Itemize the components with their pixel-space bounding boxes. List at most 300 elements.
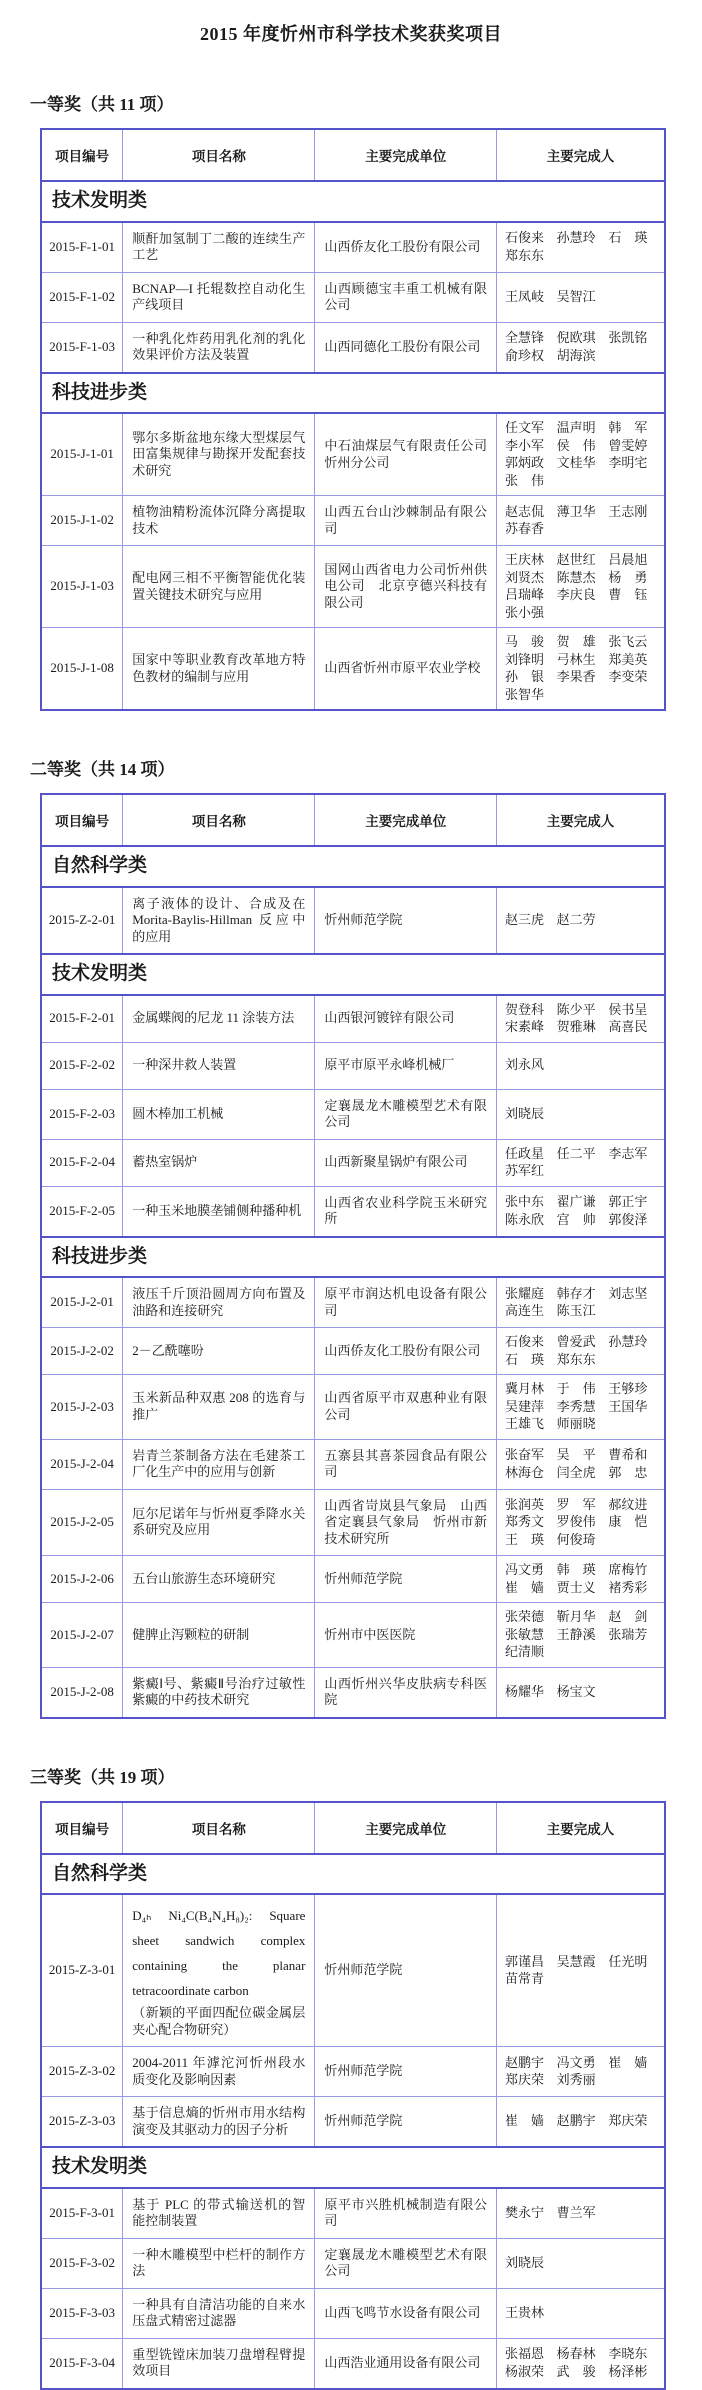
person-name: 韩 瑛 (556, 1562, 596, 1577)
table-row (41, 1277, 665, 1328)
people-list (505, 1106, 656, 1123)
project-id-cell: 2015-Z-3-01 (41, 1894, 123, 2047)
person-name: 赵世红 (556, 552, 596, 567)
table-row (41, 1489, 665, 1556)
main-unit-cell: 定襄晟龙木雕模型艺术有限公司 (315, 2238, 497, 2288)
project-name-cell: 金属蝶阀的尼龙 11 涂装方法 (123, 995, 315, 1043)
main-people-cell (497, 1042, 666, 1089)
person-name: 苗常青 (505, 1971, 545, 1986)
col-header-project-id: 项目编号 (41, 794, 123, 846)
project-id-cell: 2015-J-2-06 (41, 1556, 123, 1603)
project-name-cell: 基于信息熵的忻州市用水结构演变及其驱动力的因子分析 (123, 2097, 315, 2148)
person-name: 王国华 (608, 1398, 648, 1414)
person-name: 赵志侃 (505, 503, 545, 519)
project-id-cell: 2015-J-2-04 (41, 1439, 123, 1489)
people-list (505, 1609, 656, 1661)
project-name-cell: 基于 PLC 的带式输送机的智能控制装置 (123, 2188, 315, 2239)
person-name: 林海仓 (505, 1464, 545, 1480)
people-list (505, 2346, 656, 2380)
people-list (505, 1497, 656, 1549)
person-name: 冀月林 (505, 1381, 545, 1396)
people-list (505, 1954, 656, 1988)
person-name: 张飞云 (608, 634, 648, 649)
person-name: 王凤岐 (505, 288, 545, 304)
project-name-cell: 2004-2011 年滹沱河忻州段水质变化及影响因素 (123, 2047, 315, 2097)
people-list (505, 289, 656, 306)
person-name: 张小强 (505, 604, 545, 620)
category-label: 自然科学类 (41, 846, 665, 887)
person-name: 樊永宁 (505, 2204, 545, 2220)
project-name-cell: 顺酐加氢制丁二酸的连续生产工艺 (123, 222, 315, 273)
person-name: 纪清顺 (505, 1644, 545, 1659)
people-list (505, 1057, 656, 1074)
people-list (505, 2255, 656, 2272)
table-row (41, 887, 665, 955)
person-name: 任政星 (505, 1145, 545, 1161)
people-list (505, 2205, 656, 2222)
person-name: 孙慧玲 (556, 230, 596, 245)
col-header-main-unit: 主要完成单位 (315, 794, 497, 846)
category-row (41, 846, 665, 887)
main-people-cell (497, 2338, 666, 2389)
main-unit-cell: 忻州市中医医院 (315, 1603, 497, 1668)
person-name: 张敏慧 (505, 1626, 545, 1642)
person-name: 闫全虎 (556, 1464, 596, 1480)
person-name: 张润英 (505, 1496, 545, 1512)
person-name: 张智华 (505, 686, 545, 702)
person-name: 杨宝文 (556, 1683, 596, 1699)
person-name: 陈慧杰 (556, 569, 596, 585)
person-name: 张耀庭 (505, 1285, 545, 1301)
person-name: 张福恩 (505, 2346, 545, 2361)
person-name: 郑庆荣 (608, 2113, 648, 2129)
person-name: 罗 军 (556, 1496, 596, 1512)
project-id-cell: 2015-F-2-01 (41, 995, 123, 1043)
project-name-cell: 紫癜Ⅰ号、紫癜Ⅱ号治疗过敏性紫癜的中药技术研究 (123, 1667, 315, 1718)
project-name-cell: 鄂尔多斯盆地东缘大型煤层气田富集规律与勘探开发配套技术研究 (123, 413, 315, 496)
person-name: 石俊来 (505, 230, 545, 245)
section-heading: 三等奖（共 19 项） (30, 1767, 175, 1787)
col-header-project-id: 项目编号 (41, 129, 123, 181)
main-unit-cell: 山西省农业科学院玉米研究所 (315, 1186, 497, 1237)
person-name: 杨 勇 (608, 569, 648, 585)
person-name: 张荣德 (505, 1609, 545, 1624)
person-name: 孙 银 (505, 669, 545, 684)
col-header-project-name: 项目名称 (123, 129, 315, 181)
person-name: 王庆林 (505, 552, 545, 567)
project-name-cell: 厄尔尼诺年与忻州夏季降水关系研究及应用 (123, 1489, 315, 1556)
person-name: 崔 嫱 (505, 2113, 545, 2129)
project-id-cell: 2015-J-2-07 (41, 1603, 123, 1668)
people-list (505, 2055, 656, 2089)
person-name: 王雄飞 (505, 1416, 545, 1431)
table-row (41, 2097, 665, 2148)
person-name: 任二平 (556, 1145, 596, 1161)
project-id-cell: 2015-Z-2-01 (41, 887, 123, 955)
person-name: 宋素峰 (505, 1019, 545, 1034)
table-row (41, 628, 665, 711)
category-row (41, 954, 665, 995)
person-name: 褚秀彩 (608, 1579, 648, 1595)
main-people-cell (497, 1375, 666, 1440)
person-name: 韩 军 (608, 420, 648, 435)
person-name: 赵鹏宇 (505, 2054, 545, 2070)
main-people-cell (497, 2238, 666, 2288)
main-unit-cell: 原平市润达机电设备有限公司 (315, 1277, 497, 1328)
person-name: 罗俊伟 (556, 1514, 596, 1529)
person-name: 郭 忠 (608, 1464, 648, 1480)
people-list (505, 230, 656, 264)
category-row (41, 1854, 665, 1895)
person-name: 刘晓辰 (505, 1105, 545, 1121)
person-name: 倪欧琪 (556, 330, 596, 345)
person-name: 曾爱武 (556, 1334, 596, 1349)
main-unit-cell: 山西顾德宝丰重工机械有限公司 (315, 272, 497, 322)
person-name: 王 瑛 (505, 1531, 545, 1547)
person-name: 刘锋明 (505, 651, 545, 667)
person-name: 李小军 (505, 437, 545, 453)
people-list (505, 552, 656, 621)
person-name: 吴 平 (556, 1447, 596, 1462)
project-name-cell: 一种深井救人装置 (123, 1042, 315, 1089)
person-name: 杨春林 (556, 2346, 596, 2361)
person-name: 贺登科 (505, 1001, 545, 1017)
award-table (40, 793, 666, 1719)
project-name-cell: 五台山旅游生态环境研究 (123, 1556, 315, 1603)
main-people-cell (497, 1089, 666, 1139)
project-id-cell: 2015-F-3-04 (41, 2338, 123, 2389)
main-unit-cell: 忻州师范学院 (315, 2097, 497, 2148)
project-name-cell: 一种具有自清洁功能的自来水压盘式精密过滤器 (123, 2288, 315, 2338)
main-unit-cell: 山西浩业通用设备有限公司 (315, 2338, 497, 2389)
project-id-cell: 2015-Z-3-03 (41, 2097, 123, 2148)
main-people-cell (497, 222, 666, 273)
category-row (41, 2147, 665, 2188)
person-name: 胡海滨 (556, 347, 596, 363)
person-name: 温声明 (556, 420, 596, 435)
main-unit-cell: 忻州师范学院 (315, 1894, 497, 2047)
people-list (505, 420, 656, 489)
project-name-cell: 离子液体的设计、合成及在 Morita-Baylis-Hillman 反应中的应用 (123, 887, 315, 955)
person-name: 赵鹏宇 (556, 2113, 596, 2129)
project-id-cell: 2015-J-2-08 (41, 1667, 123, 1718)
person-name: 曾雯婷 (608, 437, 648, 453)
project-name-english: D₄ₕ Ni₄C(B₄N₄H₈)₂: Square sheet sandwich complex containing the planar tetracoordinate carbon (132, 1908, 306, 1998)
category-label: 自然科学类 (41, 1854, 665, 1895)
people-list (505, 1002, 656, 1036)
main-people-cell (497, 546, 666, 628)
person-name: 任光明 (608, 1953, 648, 1969)
main-people-cell (497, 496, 666, 546)
main-unit-cell: 山西侨友化工股份有限公司 (315, 1328, 497, 1375)
main-unit-cell: 山西省岢岚县气象局 山西省定襄县气象局 忻州市新技术研究所 (315, 1489, 497, 1556)
person-name: 宫 帅 (556, 1211, 596, 1227)
award-sections (0, 90, 702, 2390)
person-name: 高喜民 (608, 1019, 648, 1034)
person-name: 李志军 (608, 1145, 648, 1161)
person-name: 杨耀华 (505, 1683, 545, 1699)
main-people-cell (497, 1894, 666, 2047)
project-id-cell: 2015-F-3-02 (41, 2238, 123, 2288)
main-people-cell (497, 1667, 666, 1718)
main-people-cell (497, 2188, 666, 2239)
project-name-cell: 2－乙酰噻吩 (123, 1328, 315, 1375)
project-name-cell: 一种木雕模型中栏杆的制作方法 (123, 2238, 315, 2288)
project-id-cell: 2015-J-1-03 (41, 546, 123, 628)
person-name: 靳月华 (556, 1609, 596, 1624)
col-header-main-unit: 主要完成单位 (315, 1802, 497, 1854)
table-row (41, 995, 665, 1043)
main-unit-cell: 国网山西省电力公司忻州供电公司 北京亨德兴科技有限公司 (315, 546, 497, 628)
person-name: 崔 嫱 (505, 1579, 545, 1595)
main-unit-cell: 山西忻州兴华皮肤病专科医院 (315, 1667, 497, 1718)
main-unit-cell: 忻州师范学院 (315, 2047, 497, 2097)
category-row (41, 1237, 665, 1278)
category-label: 技术发明类 (41, 181, 665, 222)
person-name: 赵三虎 (505, 912, 545, 927)
table-row (41, 1439, 665, 1489)
person-name: 李庆良 (556, 587, 596, 602)
col-header-project-name: 项目名称 (123, 1802, 315, 1854)
person-name: 崔 嫱 (608, 2054, 648, 2070)
project-name-cell: 蓄热室锅炉 (123, 1139, 315, 1186)
category-label: 科技进步类 (41, 373, 665, 414)
project-id-cell: 2015-J-2-01 (41, 1277, 123, 1328)
person-name: 韩存才 (556, 1285, 596, 1301)
category-row (41, 181, 665, 222)
person-name: 武 骏 (556, 2363, 596, 2379)
person-name: 贾士义 (556, 1579, 596, 1595)
person-name: 王志刚 (608, 503, 648, 519)
category-label: 技术发明类 (41, 954, 665, 995)
person-name: 郭谨昌 (505, 1953, 545, 1969)
project-id-cell: 2015-F-2-05 (41, 1186, 123, 1237)
project-name-cell: 圆木棒加工机械 (123, 1089, 315, 1139)
project-name-cell: 一种玉米地膜垄铺侧种播种机 (123, 1186, 315, 1237)
project-id-cell: 2015-F-1-02 (41, 272, 123, 322)
person-name: 马 骏 (505, 634, 545, 649)
person-name: 郑东东 (505, 247, 545, 263)
person-name: 刘永风 (505, 1057, 545, 1073)
people-list (505, 1286, 656, 1320)
col-header-main-people: 主要完成人 (497, 129, 666, 181)
page-title: 2015 年度忻州市科学技术奖获奖项目 (200, 24, 502, 44)
person-name: 李秀慧 (556, 1398, 596, 1414)
person-name: 张奋军 (505, 1447, 545, 1462)
person-name: 赵二劳 (556, 912, 596, 927)
header-row (41, 794, 665, 846)
person-name: 郑秀文 (505, 1514, 545, 1529)
person-name: 贺雅琳 (556, 1019, 596, 1034)
project-id-cell: 2015-F-1-01 (41, 222, 123, 273)
people-list (505, 1447, 656, 1481)
header-row (41, 1802, 665, 1854)
main-people-cell (497, 1328, 666, 1375)
person-name: 冯文勇 (505, 1562, 545, 1577)
person-name: 杨淑荣 (505, 2363, 545, 2379)
person-name: 陈永欣 (505, 1211, 545, 1227)
person-name: 郭正宇 (608, 1194, 648, 1209)
person-name: 吕晨旭 (608, 552, 648, 567)
people-list (505, 1334, 656, 1368)
table-row (41, 1375, 665, 1440)
person-name: 郑美英 (608, 651, 648, 667)
col-header-main-unit: 主要完成单位 (315, 129, 497, 181)
people-list (505, 330, 656, 364)
project-id-cell: 2015-F-2-02 (41, 1042, 123, 1089)
table-row (41, 322, 665, 373)
person-name: 石俊来 (505, 1334, 545, 1349)
table-row (41, 2288, 665, 2338)
project-name-cell: BCNAP—I 托辊数控自动化生产线项目 (123, 272, 315, 322)
person-name: 侯 伟 (556, 437, 596, 453)
table-row (41, 2238, 665, 2288)
table-row (41, 1667, 665, 1718)
people-list (505, 1562, 656, 1596)
person-name: 吴慧霞 (556, 1953, 596, 1969)
person-name: 李明宅 (608, 455, 648, 470)
table-row (41, 272, 665, 322)
project-id-cell: 2015-F-3-01 (41, 2188, 123, 2239)
person-name: 曹兰军 (556, 2204, 596, 2220)
main-people-cell (497, 1139, 666, 1186)
person-name: 冯文勇 (556, 2054, 596, 2070)
person-name: 张 伟 (505, 472, 545, 488)
person-name: 曹希和 (608, 1447, 648, 1462)
person-name: 任文军 (505, 420, 545, 435)
award-section (0, 90, 702, 711)
people-list (505, 634, 656, 703)
person-name: 郑东东 (556, 1351, 596, 1367)
project-id-cell: 2015-F-3-03 (41, 2288, 123, 2338)
main-unit-cell: 山西新聚星锅炉有限公司 (315, 1139, 497, 1186)
main-unit-cell: 原平市兴胜机械制造有限公司 (315, 2188, 497, 2239)
main-people-cell (497, 2047, 666, 2097)
main-unit-cell: 山西银河镀锌有限公司 (315, 995, 497, 1043)
award-section (0, 1763, 702, 2390)
project-id-cell: 2015-J-2-02 (41, 1328, 123, 1375)
table-row (41, 2338, 665, 2389)
col-header-project-name: 项目名称 (123, 794, 315, 846)
main-people-cell (497, 628, 666, 711)
person-name: 李果香 (556, 669, 596, 684)
section-heading: 二等奖（共 14 项） (30, 760, 175, 779)
main-people-cell (497, 322, 666, 373)
section-heading: 一等奖（共 11 项） (30, 95, 174, 114)
person-name: 李晓东 (608, 2346, 648, 2361)
people-list (505, 504, 656, 538)
person-name: 师丽晓 (556, 1416, 596, 1431)
person-name: 郭炳政 (505, 455, 545, 470)
person-name: 张瑞芳 (608, 1626, 648, 1642)
project-name-chinese: （新颖的平面四配位碳金属层夹心配合物研究） (132, 2005, 306, 2037)
award-table (40, 1801, 666, 2390)
main-unit-cell: 山西五台山沙棘制品有限公司 (315, 496, 497, 546)
person-name: 李变荣 (608, 669, 648, 684)
person-name: 石 瑛 (505, 1351, 545, 1367)
main-unit-cell: 原平市原平永峰机械厂 (315, 1042, 497, 1089)
main-people-cell (497, 1556, 666, 1603)
person-name: 张凯铭 (608, 330, 648, 345)
person-name: 全慧锋 (505, 330, 545, 345)
project-name-cell: 一种乳化炸药用乳化剂的乳化效果评价方法及装置 (123, 322, 315, 373)
person-name: 弓林生 (556, 651, 596, 667)
person-name: 王贵林 (505, 2304, 545, 2320)
table-row (41, 1556, 665, 1603)
person-name: 郭俊泽 (608, 1211, 648, 1227)
person-name: 陈少平 (556, 1001, 596, 1017)
main-people-cell (497, 2288, 666, 2338)
main-unit-cell: 五寨县其喜茶园食品有限公司 (315, 1439, 497, 1489)
category-row (41, 373, 665, 414)
table-row (41, 413, 665, 496)
person-name: 张中东 (505, 1194, 545, 1209)
award-table (40, 128, 666, 711)
person-name: 王静溪 (556, 1626, 596, 1642)
person-name: 石 瑛 (608, 230, 648, 245)
award-section (0, 755, 702, 1719)
person-name: 于 伟 (556, 1381, 596, 1396)
main-unit-cell: 忻州师范学院 (315, 1556, 497, 1603)
project-name-cell: 健脾止泻颗粒的研制 (123, 1603, 315, 1668)
main-unit-cell: 山西同德化工股份有限公司 (315, 322, 497, 373)
person-name: 刘志坚 (608, 1285, 648, 1301)
main-people-cell (497, 887, 666, 955)
project-id-cell: 2015-J-1-02 (41, 496, 123, 546)
table-row (41, 222, 665, 273)
main-people-cell (497, 1439, 666, 1489)
person-name: 苏春香 (505, 521, 545, 536)
table-row (41, 546, 665, 628)
person-name: 郑庆荣 (505, 2072, 545, 2087)
main-unit-cell: 忻州师范学院 (315, 887, 497, 955)
table-row (41, 1894, 665, 2047)
person-name: 苏军红 (505, 1163, 545, 1178)
table-row (41, 1328, 665, 1375)
person-name: 刘晓辰 (505, 2254, 545, 2270)
project-id-cell: 2015-F-2-04 (41, 1139, 123, 1186)
table-row (41, 1139, 665, 1186)
person-name: 刘秀丽 (556, 2072, 596, 2087)
people-list (505, 2113, 656, 2130)
main-unit-cell: 山西省原平市双惠种业有限公司 (315, 1375, 497, 1440)
category-label: 科技进步类 (41, 1237, 665, 1278)
person-name: 康 恺 (608, 1514, 648, 1529)
person-name: 曹 钰 (608, 587, 648, 602)
main-people-cell (497, 413, 666, 496)
project-id-cell: 2015-J-1-08 (41, 628, 123, 711)
people-list (505, 2305, 656, 2322)
category-label: 技术发明类 (41, 2147, 665, 2188)
person-name: 何俊琦 (556, 1531, 596, 1547)
people-list (505, 912, 656, 929)
person-name: 王够珍 (608, 1381, 648, 1396)
person-name: 文桂华 (556, 455, 596, 470)
person-name: 孙慧玲 (608, 1334, 648, 1349)
main-unit-cell: 中石油煤层气有限责任公司忻州分公司 (315, 413, 497, 496)
person-name: 吕瑞峰 (505, 587, 545, 602)
person-name: 席梅竹 (608, 1562, 648, 1577)
people-list (505, 1684, 656, 1701)
table-row (41, 2047, 665, 2097)
project-id-cell: 2015-J-2-03 (41, 1375, 123, 1440)
main-people-cell (497, 1603, 666, 1668)
table-row (41, 1186, 665, 1237)
col-header-main-people: 主要完成人 (497, 1802, 666, 1854)
person-name: 侯书呈 (608, 1001, 648, 1017)
main-unit-cell: 山西省忻州市原平农业学校 (315, 628, 497, 711)
person-name: 吴建萍 (505, 1398, 545, 1414)
